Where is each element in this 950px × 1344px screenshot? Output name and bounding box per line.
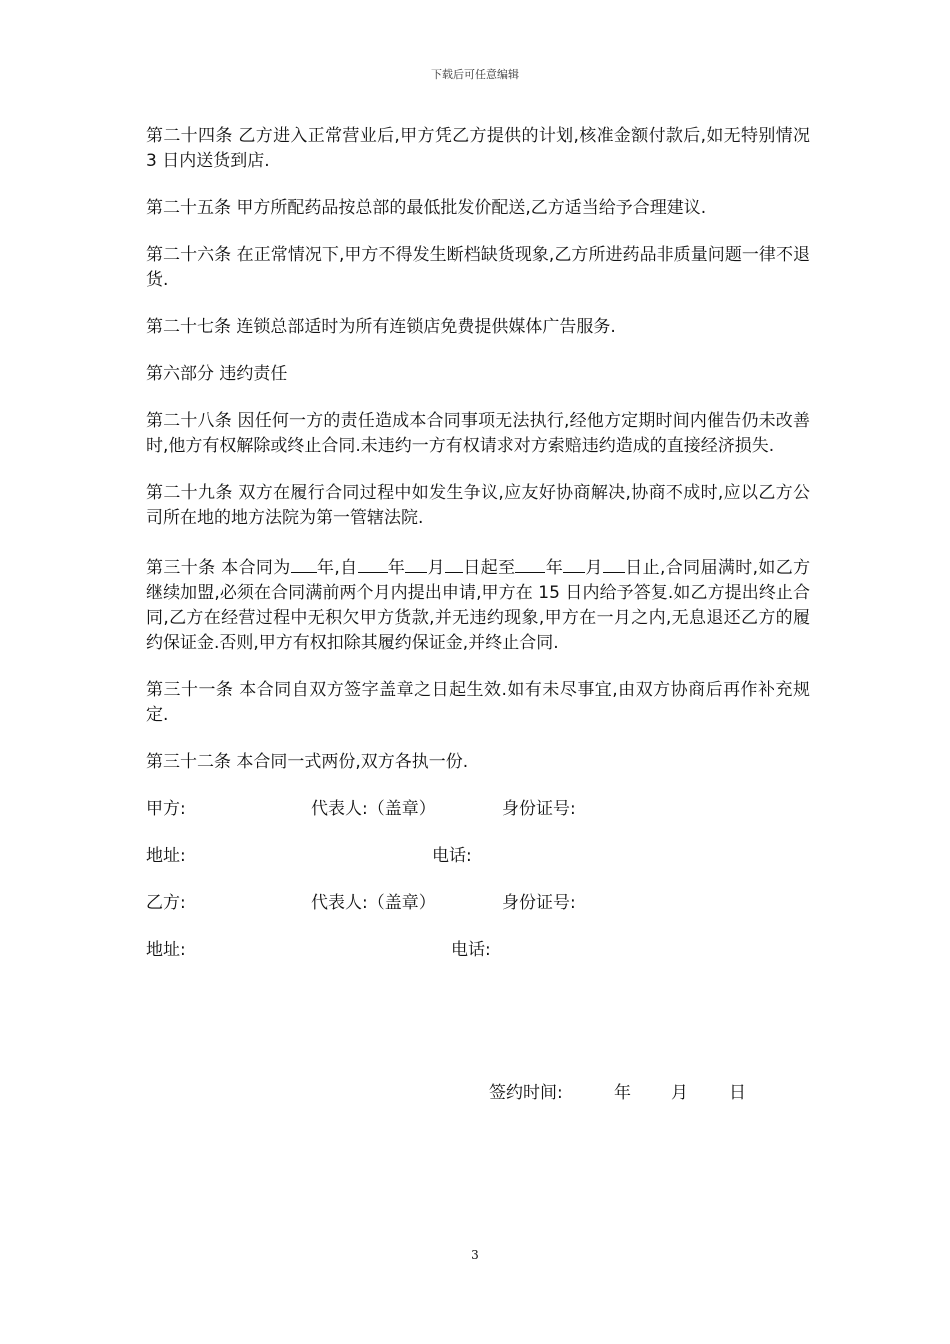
phone-b-label: 电话: xyxy=(451,940,491,960)
address-a-label: 地址: xyxy=(146,846,186,866)
article-30-part: 年,自 xyxy=(316,558,358,578)
representative-b-label: 代表人:（盖章） xyxy=(311,893,436,913)
blank-term-years[interactable] xyxy=(291,553,317,573)
party-b-label: 乙方: xyxy=(146,893,186,913)
article-25: 第二十五条 甲方所配药品按总部的最低批发价配送,乙方适当给予合理建议. xyxy=(146,198,707,218)
address-b-label: 地址: xyxy=(146,940,186,960)
article-30-part: 年 xyxy=(387,558,406,578)
representative-a-label: 代表人:（盖章） xyxy=(311,799,436,819)
address-row-party-a xyxy=(146,844,810,869)
section-6-heading: 第六部分 违约责任 xyxy=(146,364,288,384)
phone-a-label: 电话: xyxy=(432,846,472,866)
blank-end-month[interactable] xyxy=(563,553,585,573)
blank-start-month[interactable] xyxy=(405,553,427,573)
blank-start-day[interactable] xyxy=(445,553,463,573)
article-30-part: 第三十条 本合同为 xyxy=(146,558,291,578)
article-30 xyxy=(146,553,810,656)
date-year-label: 年 xyxy=(614,1083,631,1103)
article-30-part: 月 xyxy=(427,558,445,578)
article-31: 第三十一条 本合同自双方签字盖章之日起生效.如有未尽事宜,由双方协商后再作补充规定. xyxy=(146,680,810,725)
id-number-a-label: 身份证号: xyxy=(502,799,576,819)
page-header-note: 下载后可任意编辑 xyxy=(431,68,519,81)
blank-start-year[interactable] xyxy=(358,553,388,573)
id-number-b-label: 身份证号: xyxy=(502,893,576,913)
article-27: 第二十七条 连锁总部适时为所有连锁店免费提供媒体广告服务. xyxy=(146,317,616,337)
article-32: 第三十二条 本合同一式两份,双方各执一份. xyxy=(146,752,469,772)
signature-row-party-b xyxy=(146,891,810,916)
article-30-part: 日止,合同届满时,如乙方继续加盟,必须在合同满前两个月内提出申请,甲方在 15 日内给予答复.如乙方提出终止合同,乙方在经营过程中无积欠甲方货款,并无违约现象,甲方在一月之内,无息退还乙方的履约保证金.否则,甲方有权扣除其履约保证金,并终止合同. xyxy=(146,558,811,653)
article-28: 第二十八条 因任何一方的责任造成本合同事项无法执行,经他方定期时间内催告仍未改善时,他方有权解除或终止合同.未违约一方有权请求对方索赔违约造成的直接经济损失. xyxy=(146,411,810,456)
signing-date-label: 签约时间: xyxy=(489,1083,563,1103)
blank-end-day[interactable] xyxy=(603,553,625,573)
article-26: 第二十六条 在正常情况下,甲方不得发生断档缺货现象,乙方所进药品非质量问题一律不退货. xyxy=(146,245,810,290)
article-30-part: 日起至 xyxy=(463,558,516,578)
blank-end-year[interactable] xyxy=(515,553,545,573)
signature-row-party-a xyxy=(146,797,810,822)
page-number: 3 xyxy=(471,1248,479,1262)
article-30-part: 月 xyxy=(585,558,603,578)
article-30-part: 年 xyxy=(545,558,564,578)
date-day-label: 日 xyxy=(729,1083,746,1103)
party-a-label: 甲方: xyxy=(146,799,186,819)
article-24: 第二十四条 乙方进入正常营业后,甲方凭乙方提供的计划,核准金额付款后,如无特别情况 3 日内送货到店. xyxy=(146,126,810,171)
address-row-party-b xyxy=(146,938,810,963)
date-month-label: 月 xyxy=(671,1083,688,1103)
contract-body xyxy=(146,124,810,985)
article-29: 第二十九条 双方在履行合同过程中如发生争议,应友好协商解决,协商不成时,应以乙方公司所在地的地方法院为第一管辖法院. xyxy=(146,483,810,528)
